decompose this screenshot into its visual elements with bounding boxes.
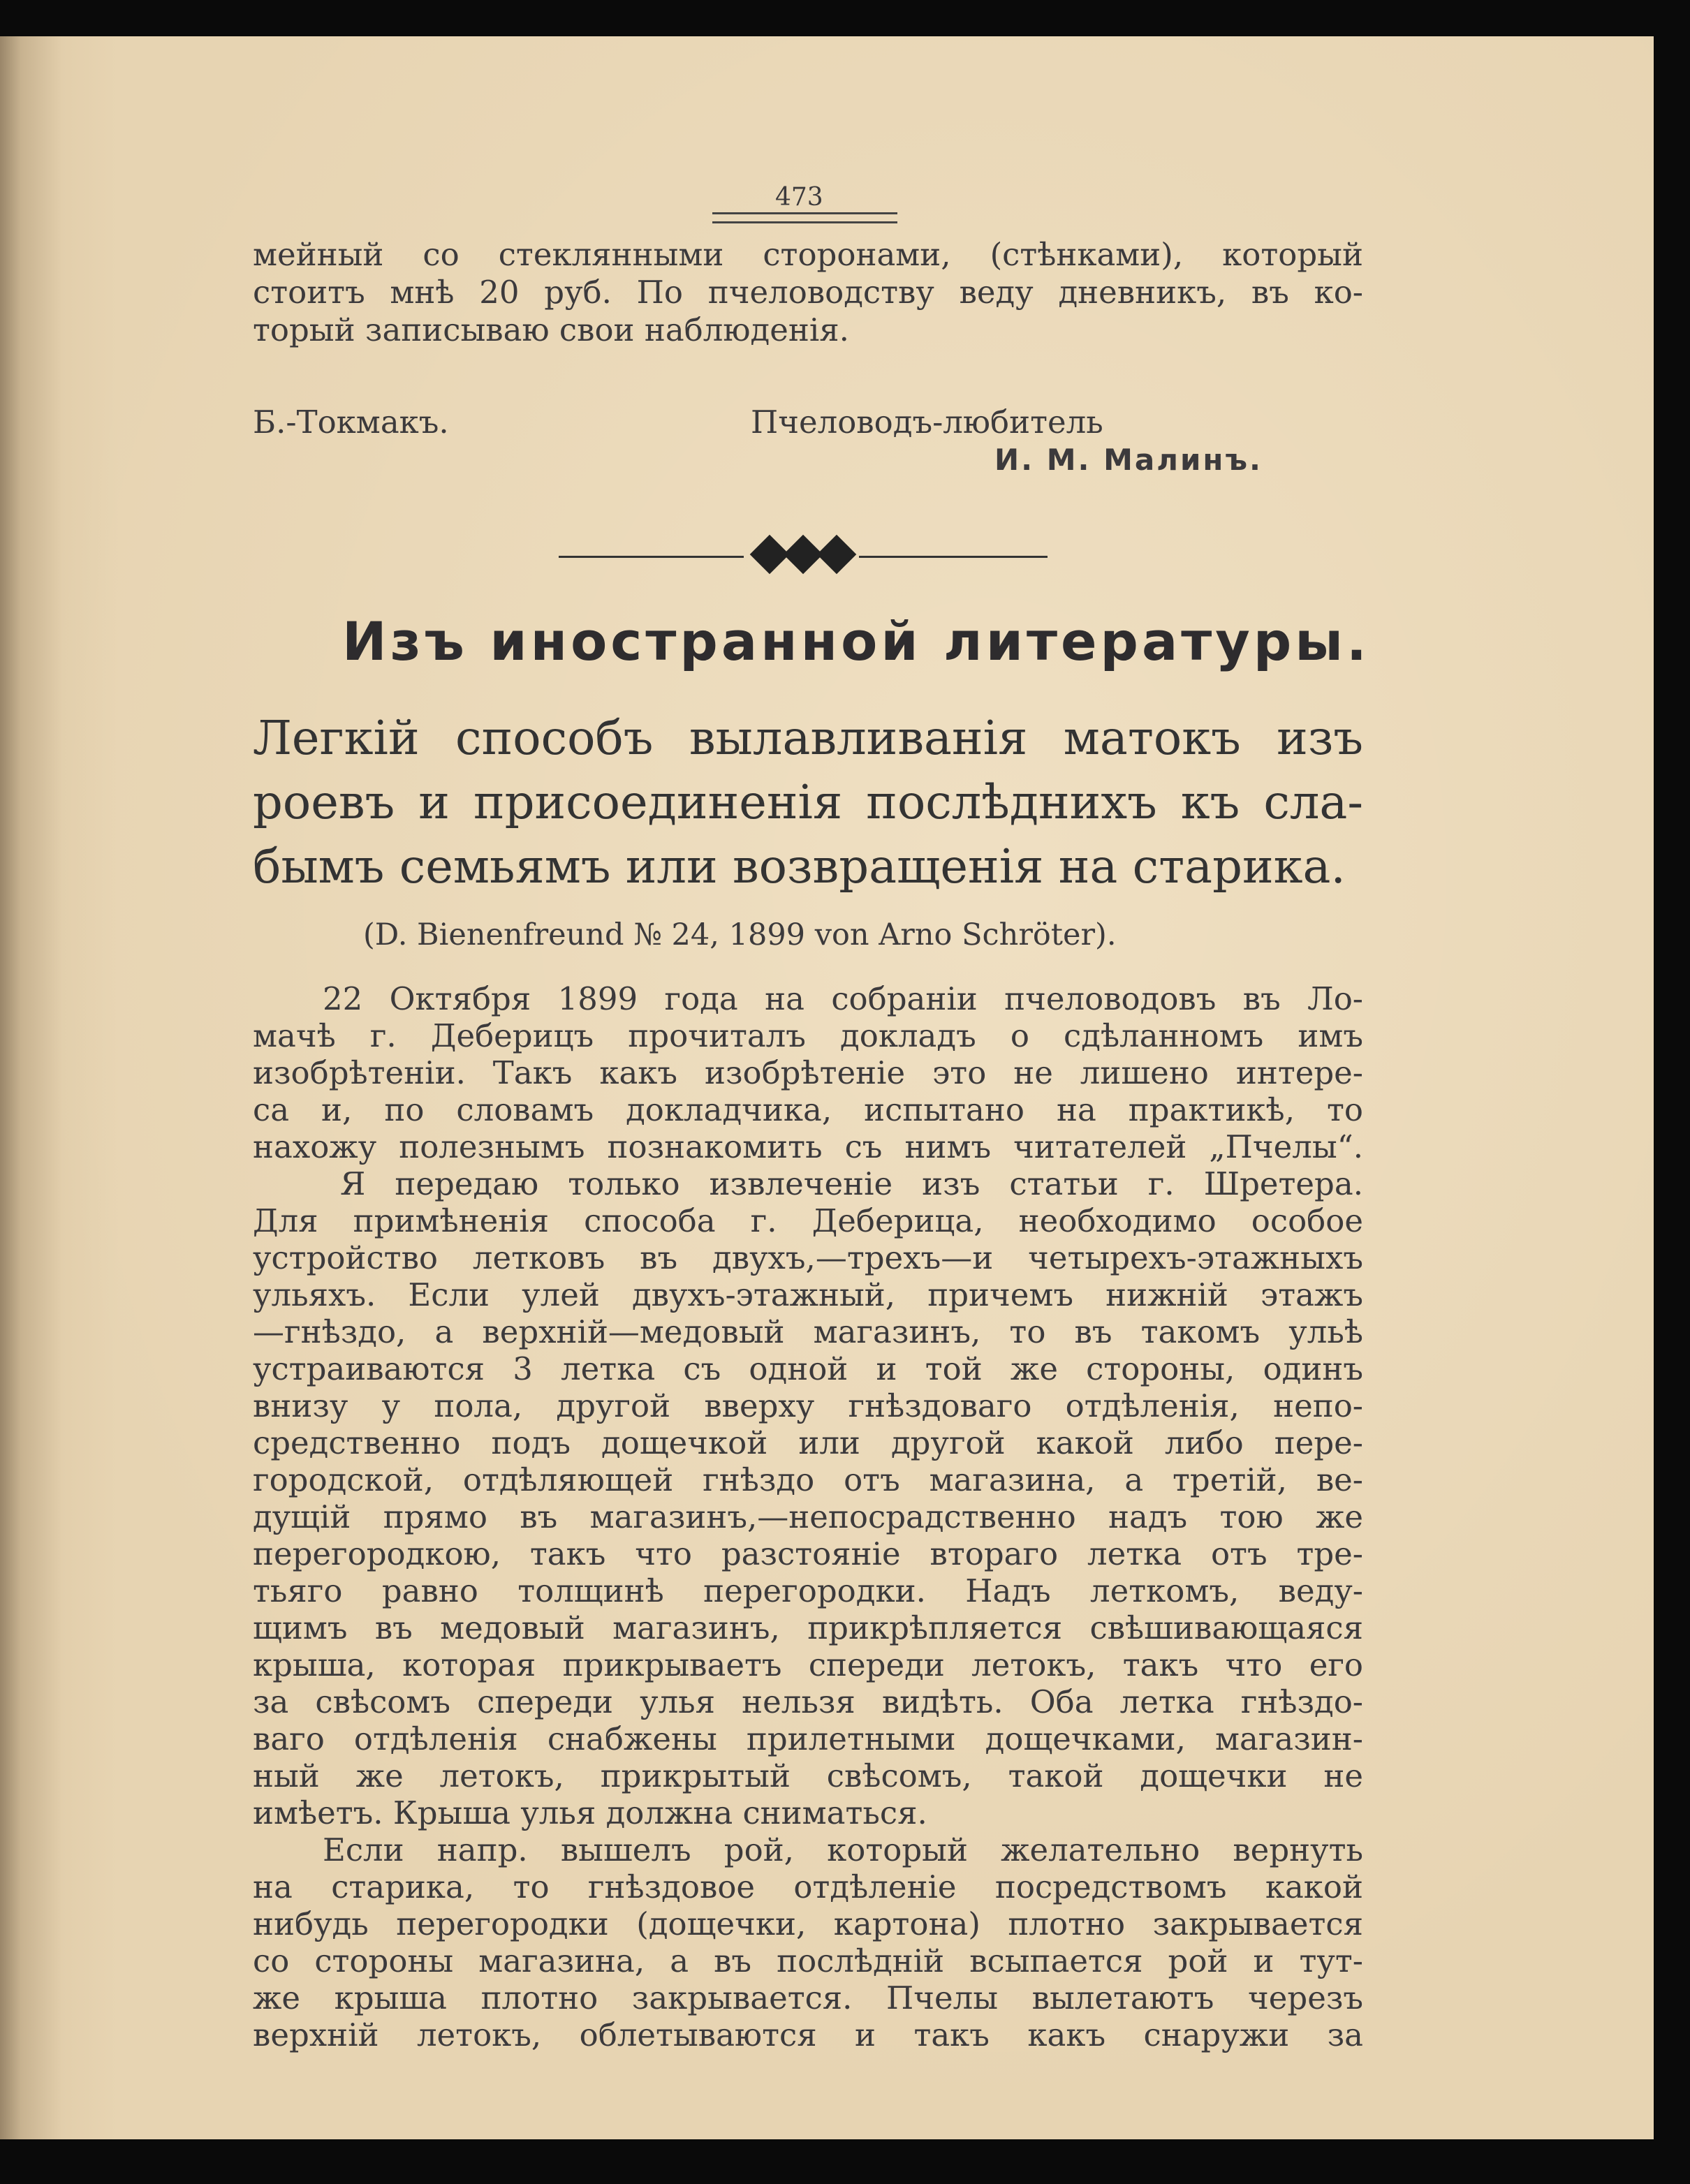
body-line: же крыша плотно закрывается. Пчелы вылетаютъ черезъ <box>253 1979 1363 2016</box>
body-line: имѣетъ. Крыша улья должна сниматься. <box>253 1794 927 1831</box>
body-line: тьяго равно толщинѣ перегородки. Надъ леткомъ, веду- <box>253 1572 1363 1609</box>
page-number-rule <box>712 212 897 223</box>
body-line: крыша, которая прикрываетъ спереди летокъ, такъ что его <box>253 1646 1363 1683</box>
ornament-divider <box>559 532 1117 581</box>
article-title-line: бымъ семьямъ или возвращенія на старика. <box>253 839 1346 894</box>
body-line: нибудь перегородки (дощечки, картона) плотно закрывается <box>253 1905 1363 1942</box>
body-line: ваго отдѣленія снабжены прилетными дощечками, магазин- <box>253 1720 1363 1757</box>
signature-name: И. М. Малинъ. <box>994 443 1263 477</box>
body-line: со стороны магазина, а въ послѣдній всыпается рой и тут- <box>253 1942 1363 1979</box>
intro-line: стоитъ мнѣ 20 руб. По пчеловодству веду дневникъ, въ ко- <box>253 274 1363 311</box>
body-line: ный же летокъ, прикрытый свѣсомъ, такой дощечки не <box>253 1757 1363 1794</box>
signature-place: Б.-Токмакъ. <box>253 404 449 441</box>
body-line: верхній летокъ, облетываются и такъ какъ снаружи за <box>253 2016 1363 2053</box>
page-number: 473 <box>775 183 823 212</box>
body-line: са и, по словамъ докладчика, испытано на практикѣ, то <box>253 1091 1363 1128</box>
article-source: (D. Bienenfreund № 24, 1899 von Arno Schröter). <box>363 917 1117 952</box>
body-line: устройство летковъ въ двухъ,—трехъ—и четырехъ-этажныхъ <box>253 1239 1363 1276</box>
body-line: изобрѣтеніи. Такъ какъ изобрѣтеніе это не лишено интере- <box>253 1054 1363 1091</box>
body-line: нахожу полезнымъ познакомить съ нимъ читателей „Пчелы“. <box>253 1128 1363 1165</box>
body-line: Если напр. вышелъ рой, который желательно вернуть <box>323 1831 1363 1868</box>
body-line: Для примѣненія способа г. Деберица, необходимо особое <box>253 1202 1363 1239</box>
intro-line: торый записываю свои наблюденія. <box>253 311 849 348</box>
diamond-icon <box>817 535 857 575</box>
ornament-line-left <box>559 556 744 558</box>
book-page <box>0 36 1654 2139</box>
body-line: 22 Октября 1899 года на собраніи пчеловодовъ въ Ло- <box>323 980 1363 1017</box>
body-line: городской, отдѣляющей гнѣздо отъ магазина, а третій, ве- <box>253 1461 1363 1498</box>
body-line: мачѣ г. Деберицъ прочиталъ докладъ о сдѣланномъ имъ <box>253 1017 1363 1054</box>
body-line: дущій прямо въ магазинъ,—непосрадственно надъ тою же <box>253 1498 1363 1535</box>
intro-line: мейный со стеклянными сторонами, (стѣнками), который <box>253 236 1363 273</box>
body-line: щимъ въ медовый магазинъ, прикрѣпляется свѣшивающаяся <box>253 1609 1363 1646</box>
body-line: ульяхъ. Если улей двухъ-этажный, причемъ нижній этажъ <box>253 1276 1363 1313</box>
body-line: за свѣсомъ спереди улья нельзя видѣть. Оба летка гнѣздо- <box>253 1683 1363 1720</box>
section-heading: Изъ иностранной литературы. <box>342 610 1370 672</box>
body-line: —гнѣздо, а верхній—медовый магазинъ, то въ такомъ ульѣ <box>253 1313 1363 1350</box>
body-line: внизу у пола, другой вверху гнѣздоваго отдѣленія, непо- <box>253 1387 1363 1424</box>
ornament-line-right <box>859 556 1048 558</box>
body-line: Я передаю только извлеченіе изъ статьи г. Шретера. <box>340 1165 1363 1202</box>
signature-title: Пчеловодъ-любитель <box>751 404 1103 441</box>
article-title-line: роевъ и присоединенія послѣднихъ къ сла- <box>253 775 1363 829</box>
body-line: средственно подъ дощечкой или другой какой либо пере- <box>253 1424 1363 1461</box>
body-line: перегородкою, такъ что разстояніе втораго летка отъ тре- <box>253 1535 1363 1572</box>
body-line: на старика, то гнѣздовое отдѣленіе посредствомъ какой <box>253 1868 1363 1905</box>
body-line: устраиваются 3 летка съ одной и той же стороны, одинъ <box>253 1350 1363 1387</box>
article-title-line: Легкій способъ вылавливанія матокъ изъ <box>253 711 1363 765</box>
